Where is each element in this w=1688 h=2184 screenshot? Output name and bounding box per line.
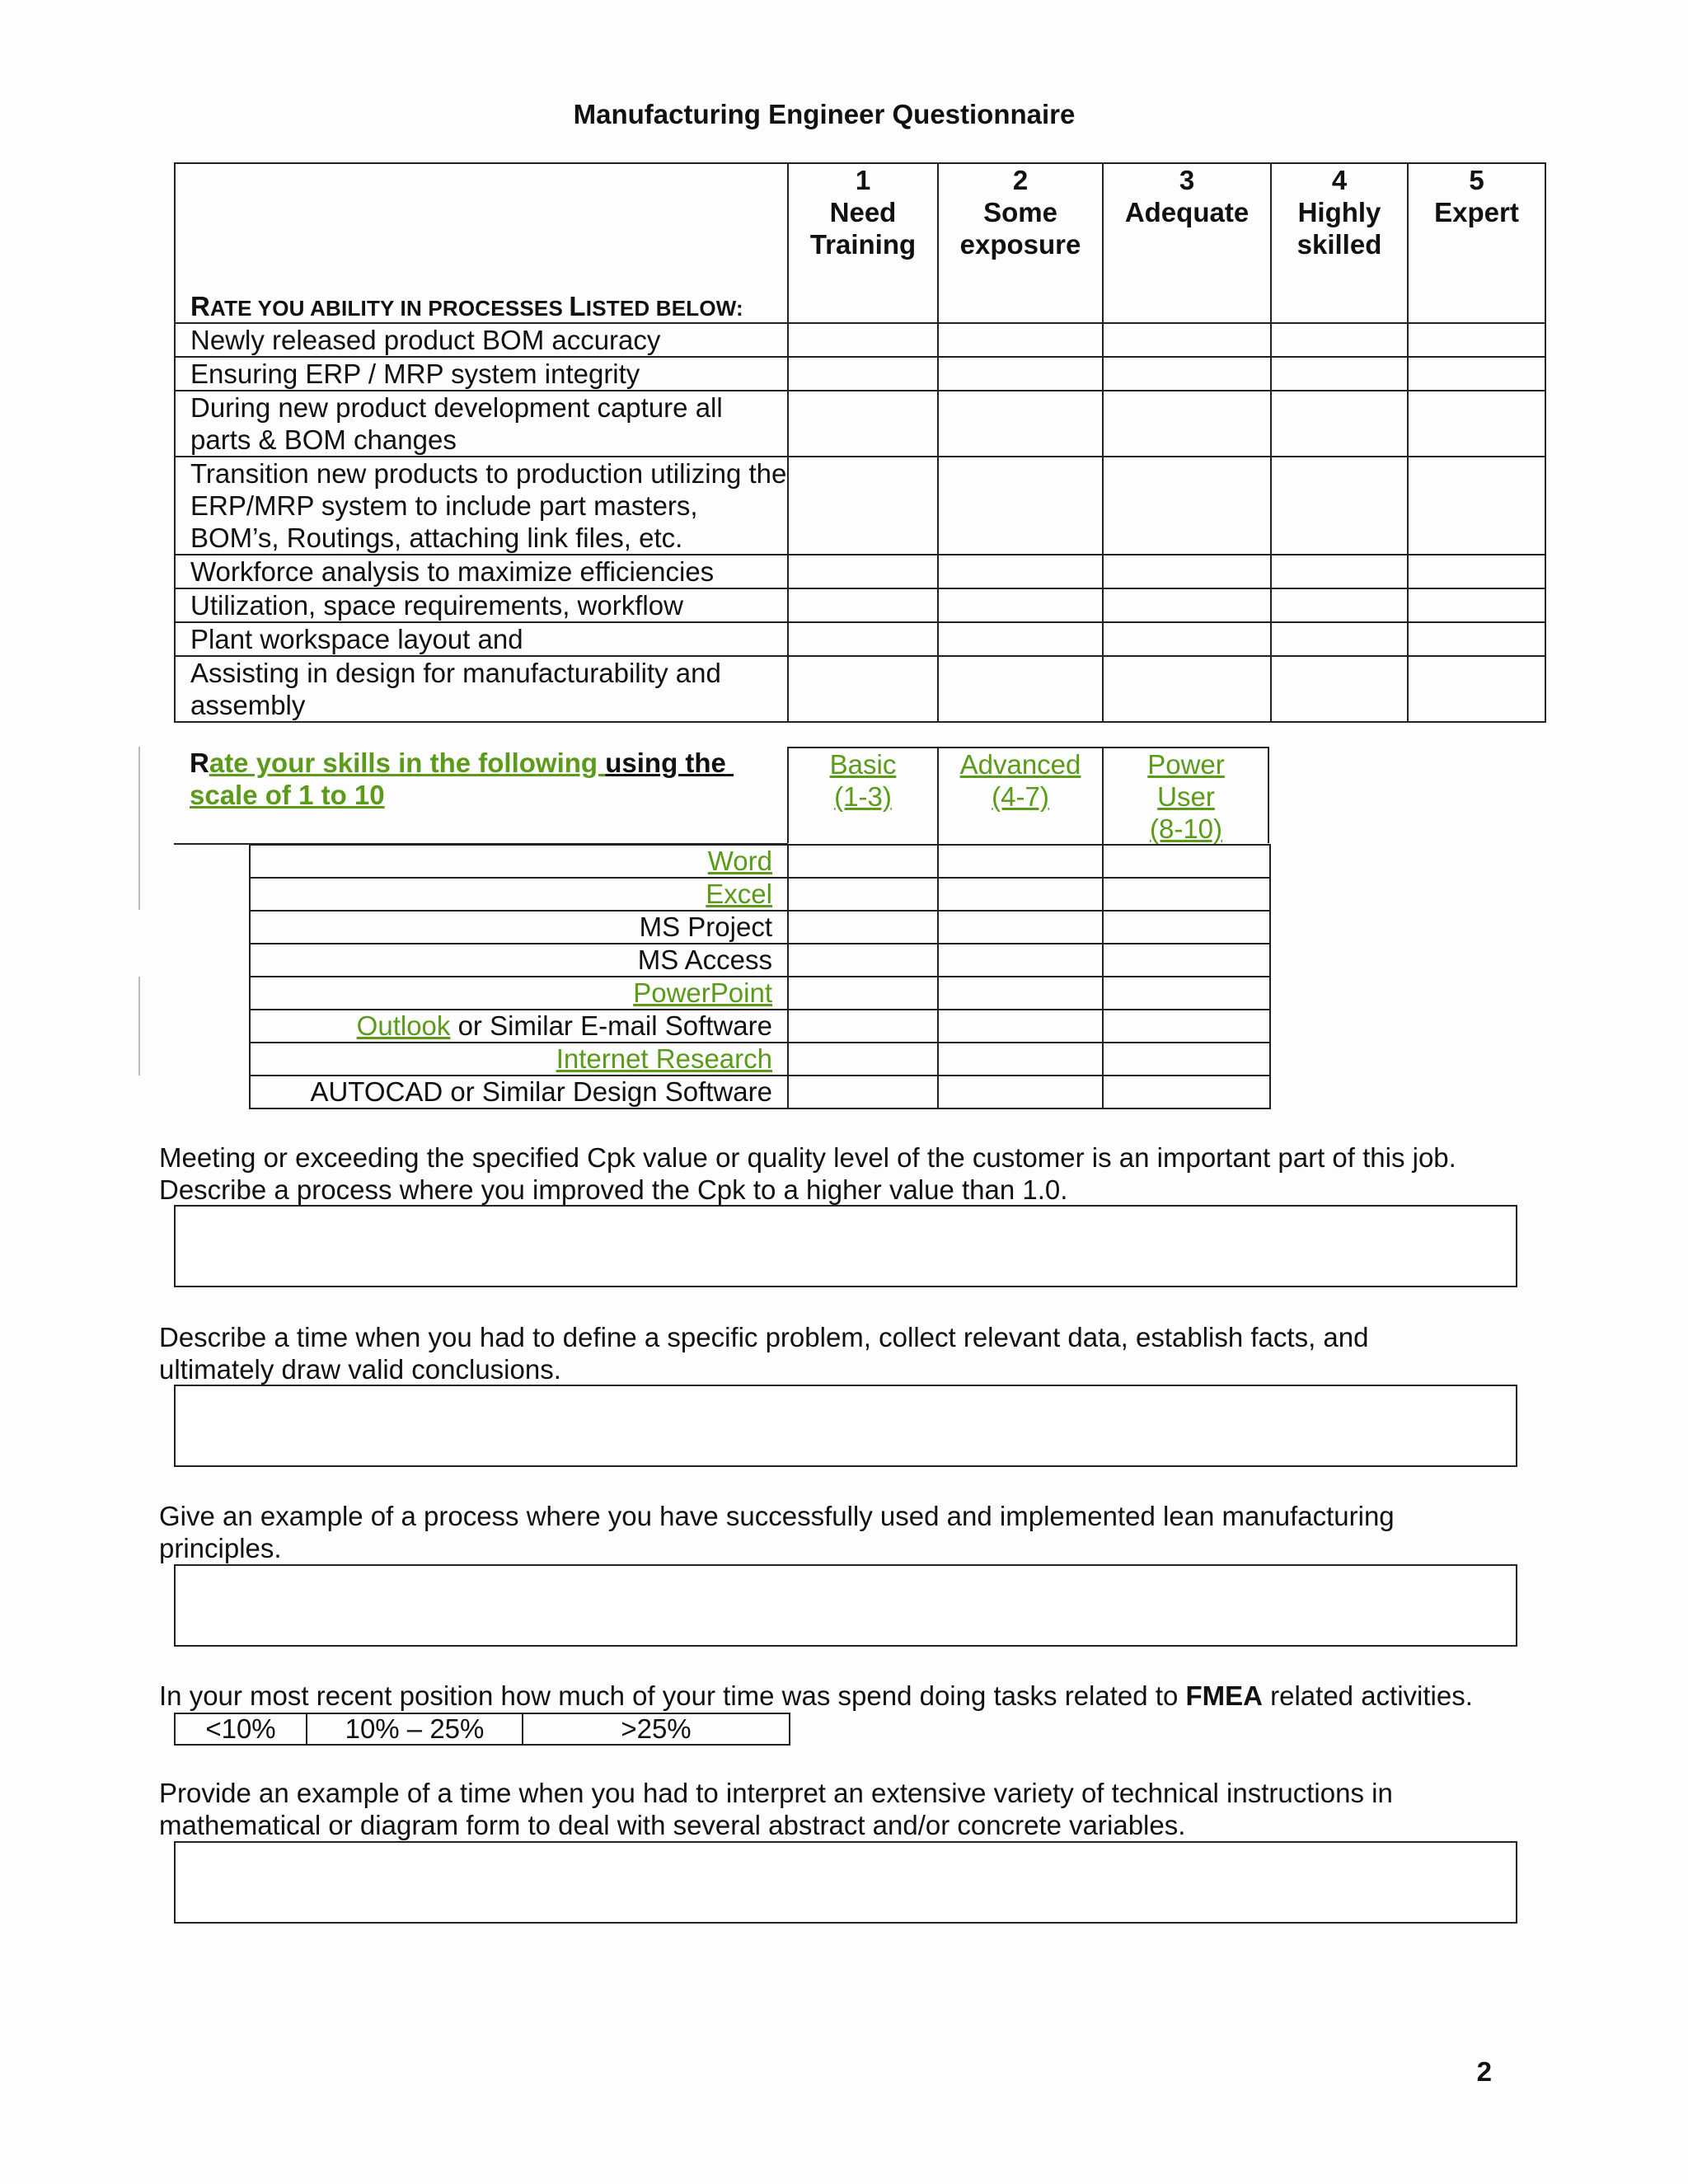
rating-cell[interactable]: [1408, 457, 1545, 555]
rating-cell[interactable]: [788, 391, 938, 457]
skill-cell[interactable]: [1103, 1010, 1270, 1043]
fmea-option[interactable]: <10%: [175, 1713, 307, 1745]
process-rating-table: [174, 162, 1546, 723]
process-row-label: Transition new products to production utilizing the ERP/MRP system to include part masters, BOM’s, Routings, attaching link files, etc.: [175, 457, 788, 555]
skill-cell[interactable]: [788, 911, 938, 944]
rating-cell[interactable]: [1103, 391, 1271, 457]
skill-label: PowerPoint: [250, 977, 788, 1010]
rating-cell[interactable]: [788, 555, 938, 588]
rating-cell[interactable]: [1408, 622, 1545, 656]
skill-cell[interactable]: [1103, 944, 1270, 977]
revision-bar: [138, 977, 140, 1076]
rating-cell[interactable]: [938, 391, 1103, 457]
rating-header-label: RATE YOU ABILITY IN PROCESSES LISTED BELOW:: [175, 163, 788, 323]
rating-cell[interactable]: [788, 457, 938, 555]
skill-cell[interactable]: [938, 1043, 1103, 1076]
rating-cell[interactable]: [1103, 622, 1271, 656]
rating-cell[interactable]: [1408, 588, 1545, 622]
fmea-option[interactable]: >25%: [523, 1713, 790, 1745]
rating-cell[interactable]: [938, 656, 1103, 722]
question-technical-instructions: Provide an example of a time when you had to interpret an extensive variety of technical instructions in mathematical or diagram form to deal with several abstract and/or concrete variables.: [159, 1778, 1393, 1840]
process-row-label: Newly released product BOM accuracy: [175, 323, 788, 357]
column-advanced: Advanced (4-7): [939, 748, 1104, 845]
rating-cell[interactable]: [1271, 357, 1408, 391]
column-power-user: Power User (8-10): [1147, 749, 1225, 844]
rating-cell[interactable]: [938, 588, 1103, 622]
skill-cell[interactable]: [788, 878, 938, 911]
rating-column-header: 5 Expert: [1408, 163, 1545, 323]
page-title: Manufacturing Engineer Questionnaire: [573, 99, 1076, 129]
rating-cell[interactable]: [1103, 357, 1271, 391]
skill-label: Word: [250, 845, 788, 878]
process-row-label: During new product development capture all parts & BOM changes: [175, 391, 788, 457]
rating-cell[interactable]: [938, 555, 1103, 588]
rating-cell[interactable]: [788, 622, 938, 656]
answer-box-problem-solving[interactable]: [174, 1385, 1517, 1467]
skill-cell[interactable]: [788, 845, 938, 878]
rating-cell[interactable]: [1103, 588, 1271, 622]
rating-cell[interactable]: [1408, 555, 1545, 588]
rating-cell[interactable]: [1271, 457, 1408, 555]
skill-label: MS Access: [250, 944, 788, 977]
skill-cell[interactable]: [938, 845, 1103, 878]
question-fmea: In your most recent position how much of your time was spend doing tasks related to FMEA related activities.: [159, 1680, 1473, 1711]
skill-cell[interactable]: [1103, 845, 1270, 878]
skill-label: Internet Research: [250, 1043, 788, 1076]
rating-cell[interactable]: [1103, 656, 1271, 722]
rating-cell[interactable]: [938, 622, 1103, 656]
rating-cell[interactable]: [1271, 622, 1408, 656]
process-row-label: Workforce analysis to maximize efficiencies: [175, 555, 788, 588]
skill-cell[interactable]: [938, 1010, 1103, 1043]
rating-cell[interactable]: [1103, 555, 1271, 588]
skill-cell[interactable]: [938, 977, 1103, 1010]
process-row-label: Ensuring ERP / MRP system integrity: [175, 357, 788, 391]
rating-cell[interactable]: [788, 588, 938, 622]
skill-cell[interactable]: [788, 977, 938, 1010]
rating-cell[interactable]: [1103, 323, 1271, 357]
rating-cell[interactable]: [788, 357, 938, 391]
question-problem-solving: Describe a time when you had to define a specific problem, collect relevant data, establish facts, and ultimately draw valid conclusions.: [159, 1322, 1369, 1385]
answer-box-technical-instructions[interactable]: [174, 1841, 1517, 1924]
rating-cell[interactable]: [1408, 323, 1545, 357]
column-basic: Basic (1-3): [789, 748, 939, 845]
rating-cell[interactable]: [1408, 656, 1545, 722]
skill-label: MS Project: [250, 911, 788, 944]
skill-cell[interactable]: [1103, 911, 1270, 944]
skill-cell[interactable]: [788, 944, 938, 977]
skill-cell[interactable]: [1103, 1043, 1270, 1076]
skills-rating-table: [249, 844, 1271, 1109]
revision-bar: [138, 846, 140, 910]
rating-cell[interactable]: [1271, 588, 1408, 622]
skills-heading: Rate your skills in the following using the scale of 1 to 10: [190, 748, 726, 810]
rating-cell[interactable]: [938, 323, 1103, 357]
answer-box-cpk[interactable]: [174, 1205, 1517, 1287]
rating-column-header: 3 Adequate: [1103, 163, 1271, 323]
skill-cell[interactable]: [938, 911, 1103, 944]
skill-cell[interactable]: [788, 1076, 938, 1108]
rating-cell[interactable]: [1408, 357, 1545, 391]
process-row-label: Utilization, space requirements, workflow: [175, 588, 788, 622]
skill-cell[interactable]: [938, 944, 1103, 977]
skill-cell[interactable]: [788, 1043, 938, 1076]
skill-cell[interactable]: [1103, 878, 1270, 911]
page-number: 2: [1476, 2056, 1492, 2087]
rating-cell[interactable]: [1271, 555, 1408, 588]
rating-cell[interactable]: [938, 357, 1103, 391]
rating-cell[interactable]: [788, 323, 938, 357]
fmea-option[interactable]: 10% – 25%: [307, 1713, 523, 1745]
question-cpk: Meeting or exceeding the specified Cpk value or quality level of the customer is an important part of this job. Describe a process where you improved the Cpk to a higher value than 1.0.: [159, 1142, 1456, 1205]
rating-cell[interactable]: [1271, 391, 1408, 457]
rating-column-header: 2 Some exposure: [938, 163, 1103, 323]
answer-box-lean[interactable]: [174, 1564, 1517, 1647]
skill-cell[interactable]: [1103, 1076, 1270, 1108]
skill-cell[interactable]: [938, 1076, 1103, 1108]
fmea-options-table: [174, 1713, 790, 1746]
rating-cell[interactable]: [788, 656, 938, 722]
skill-cell[interactable]: [1103, 977, 1270, 1010]
skill-label: Outlook or Similar E-mail Software: [250, 1010, 788, 1043]
question-lean: Give an example of a process where you have successfully used and implemented lean manufacturing principles.: [159, 1501, 1395, 1563]
rating-cell[interactable]: [1103, 457, 1271, 555]
rating-column-header: 1 Need Training: [788, 163, 938, 323]
skill-label: AUTOCAD or Similar Design Software: [250, 1076, 788, 1108]
revision-bar: [138, 747, 140, 846]
rating-cell[interactable]: [938, 457, 1103, 555]
skill-cell[interactable]: [788, 1010, 938, 1043]
rating-column-header: 4 Highly skilled: [1271, 163, 1408, 323]
rating-cell[interactable]: [1271, 656, 1408, 722]
rating-cell[interactable]: [1271, 323, 1408, 357]
rating-cell[interactable]: [1408, 391, 1545, 457]
process-row-label: Assisting in design for manufacturability and assembly: [175, 656, 788, 722]
process-row-label: Plant workspace layout and: [175, 622, 788, 656]
skill-cell[interactable]: [938, 878, 1103, 911]
skill-label: Excel: [250, 878, 788, 911]
skills-column-headers: [787, 747, 1269, 843]
